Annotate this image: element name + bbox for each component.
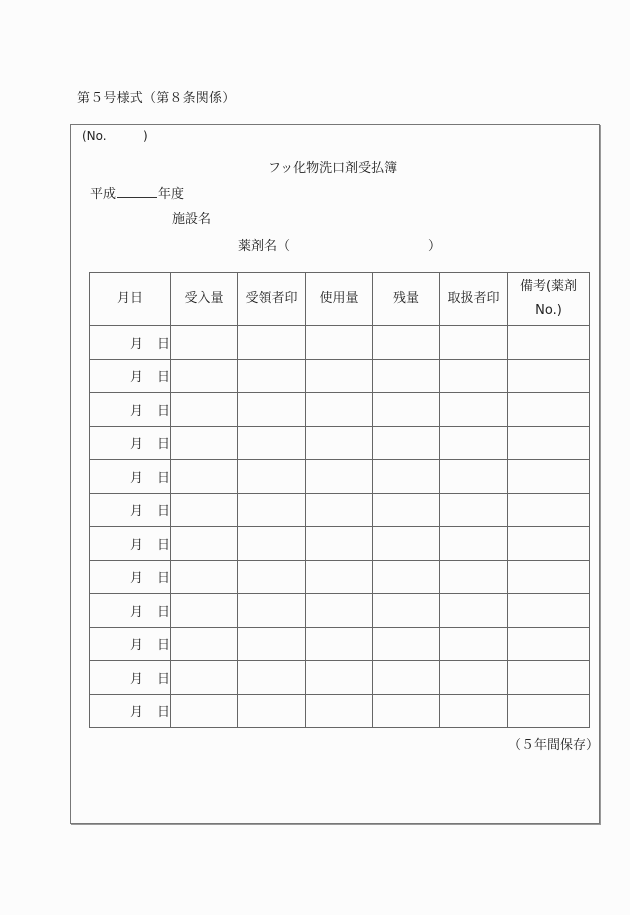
receiver-seal-cell[interactable] [238,527,306,561]
used-amount-cell[interactable] [306,460,373,494]
table-row [90,694,590,728]
remarks-cell[interactable] [508,326,590,360]
received-amount-cell[interactable] [171,426,238,460]
receiver-seal-cell[interactable] [238,493,306,527]
table-row [90,527,590,561]
column-header-date: 月日 [90,273,171,326]
receiver-seal-cell[interactable] [238,661,306,695]
received-amount-cell[interactable] [171,393,238,427]
handler-seal-cell[interactable] [440,560,508,594]
column-header-remarks: 備考(薬剤No.) [508,273,590,326]
used-amount-cell[interactable] [306,326,373,360]
day-label: 日 [156,370,170,386]
remarks-cell[interactable] [508,527,590,561]
retention-note: （５年間保存） [508,738,600,753]
date-cell[interactable] [90,560,171,594]
table-row [90,393,590,427]
column-header-handler-seal: 取扱者印 [440,273,508,326]
table-row [90,359,590,393]
remarks-cell[interactable] [508,359,590,393]
table-row [90,426,590,460]
day-label: 日 [156,470,170,486]
month-label: 月 [129,403,143,419]
ledger-number-close: ) [143,129,148,143]
month-label: 月 [129,705,143,721]
month-label: 月 [129,370,143,386]
date-cell[interactable] [90,527,171,561]
used-amount-cell[interactable] [306,560,373,594]
date-cell[interactable] [90,460,171,494]
remaining-cell[interactable] [373,393,440,427]
column-header-remaining: 残量 [373,273,440,326]
month-label: 月 [129,470,143,486]
received-amount-cell[interactable] [171,627,238,661]
remarks-cell[interactable] [508,661,590,695]
month-label: 月 [129,504,143,520]
handler-seal-cell[interactable] [440,527,508,561]
month-label: 月 [129,604,143,620]
used-amount-cell[interactable] [306,694,373,728]
receiver-seal-cell[interactable] [238,627,306,661]
day-label: 日 [156,705,170,721]
month-label: 月 [129,671,143,687]
column-header-used-amount: 使用量 [306,273,373,326]
day-label: 日 [156,604,170,620]
handler-seal-cell[interactable] [440,393,508,427]
table-row [90,627,590,661]
day-label: 日 [156,638,170,654]
received-amount-cell[interactable] [171,661,238,695]
handler-seal-cell[interactable] [440,326,508,360]
received-amount-cell[interactable] [171,359,238,393]
received-amount-cell[interactable] [171,527,238,561]
remarks-cell[interactable] [508,460,590,494]
received-amount-cell[interactable] [171,560,238,594]
ledger-number-label: (No. [82,129,107,143]
date-cell[interactable] [90,359,171,393]
remaining-cell[interactable] [373,493,440,527]
remarks-cell[interactable] [508,694,590,728]
remarks-cell[interactable] [508,560,590,594]
year-blank-field[interactable] [117,197,157,198]
month-label: 月 [129,537,143,553]
date-cell[interactable] [90,326,171,360]
date-cell[interactable] [90,661,171,695]
fiscal-year-label: 年度 [158,187,185,202]
day-label: 日 [156,537,170,553]
date-cell[interactable] [90,594,171,628]
handler-seal-cell[interactable] [440,426,508,460]
table-row [90,594,590,628]
day-label: 日 [156,437,170,453]
received-amount-cell[interactable] [171,460,238,494]
era-label: 平成 [90,187,117,202]
date-cell[interactable] [90,627,171,661]
receiver-seal-cell[interactable] [238,326,306,360]
month-label: 月 [129,638,143,654]
ledger-title: フッ化物洗口剤受払簿 [268,161,398,176]
day-label: 日 [156,571,170,587]
receiver-seal-cell[interactable] [238,560,306,594]
remaining-cell[interactable] [373,661,440,695]
handler-seal-cell[interactable] [440,359,508,393]
used-amount-cell[interactable] [306,527,373,561]
handler-seal-cell[interactable] [440,493,508,527]
used-amount-cell[interactable] [306,393,373,427]
received-amount-cell[interactable] [171,594,238,628]
remarks-cell[interactable] [508,594,590,628]
used-amount-cell[interactable] [306,359,373,393]
handler-seal-cell[interactable] [440,627,508,661]
table-row [90,460,590,494]
table-header-row [90,273,590,326]
receiver-seal-cell[interactable] [238,393,306,427]
remaining-cell[interactable] [373,460,440,494]
used-amount-cell[interactable] [306,661,373,695]
receiver-seal-cell[interactable] [238,359,306,393]
facility-name-label: 施設名 [172,212,212,227]
remarks-cell[interactable] [508,426,590,460]
table-row [90,661,590,695]
ledger-table [89,272,590,728]
received-amount-cell[interactable] [171,493,238,527]
form-number: 第５号様式（第８条関係） [77,91,236,106]
receiver-seal-cell[interactable] [238,460,306,494]
remaining-cell[interactable] [373,560,440,594]
drug-name-close: ） [428,239,442,254]
day-label: 日 [156,403,170,419]
day-label: 日 [156,336,170,352]
table-row [90,560,590,594]
remaining-cell[interactable] [373,426,440,460]
date-cell[interactable] [90,393,171,427]
remaining-cell[interactable] [373,359,440,393]
remaining-cell[interactable] [373,326,440,360]
drug-name-label: 薬剤名（ [238,239,291,254]
used-amount-cell[interactable] [306,493,373,527]
handler-seal-cell[interactable] [440,460,508,494]
day-label: 日 [156,671,170,687]
received-amount-cell[interactable] [171,694,238,728]
remaining-cell[interactable] [373,527,440,561]
remarks-cell[interactable] [508,627,590,661]
used-amount-cell[interactable] [306,627,373,661]
received-amount-cell[interactable] [171,326,238,360]
receiver-seal-cell[interactable] [238,694,306,728]
date-cell[interactable] [90,694,171,728]
used-amount-cell[interactable] [306,426,373,460]
month-label: 月 [129,437,143,453]
handler-seal-cell[interactable] [440,694,508,728]
remaining-cell[interactable] [373,694,440,728]
remaining-cell[interactable] [373,627,440,661]
day-label: 日 [156,504,170,520]
date-cell[interactable] [90,426,171,460]
date-cell[interactable] [90,493,171,527]
remaining-cell[interactable] [373,594,440,628]
column-header-received-amount: 受入量 [171,273,238,326]
month-label: 月 [129,571,143,587]
used-amount-cell[interactable] [306,594,373,628]
table-row [90,326,590,360]
remarks-cell[interactable] [508,493,590,527]
remarks-cell[interactable] [508,393,590,427]
receiver-seal-cell[interactable] [238,426,306,460]
month-label: 月 [129,336,143,352]
receiver-seal-cell[interactable] [238,594,306,628]
table-row [90,493,590,527]
handler-seal-cell[interactable] [440,661,508,695]
handler-seal-cell[interactable] [440,594,508,628]
column-header-receiver-seal: 受領者印 [238,273,306,326]
